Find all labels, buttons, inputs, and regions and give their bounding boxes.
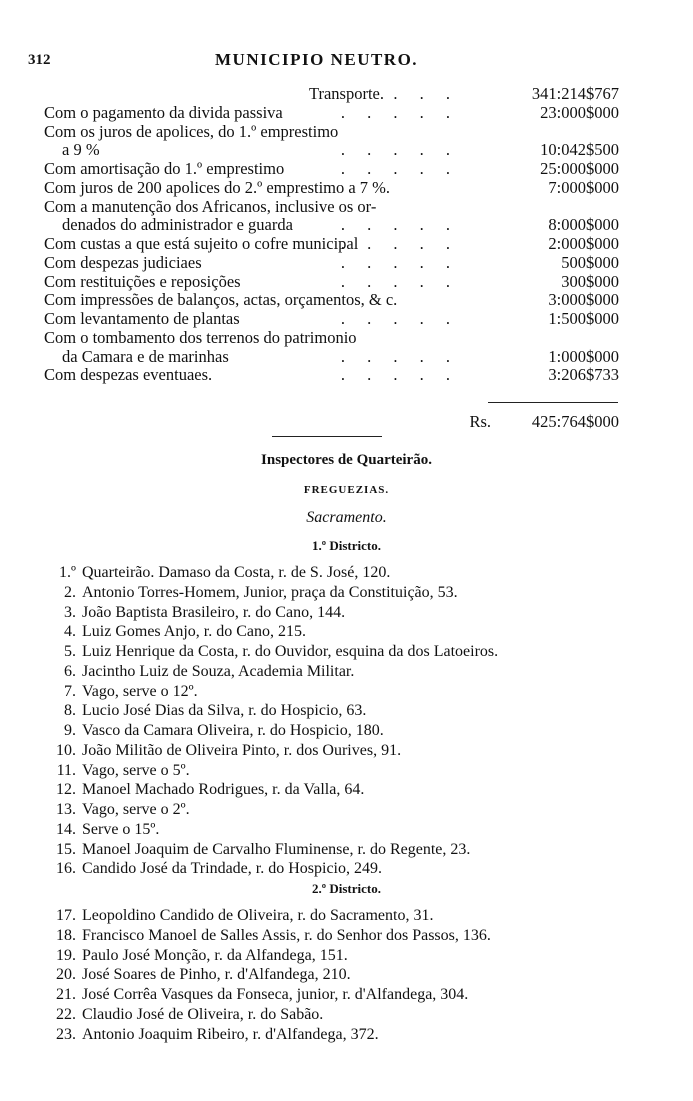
entry-number: 1.º — [59, 564, 76, 581]
entry-number: 12. — [56, 781, 76, 799]
expense-label: Com levantamento de plantas — [44, 309, 240, 328]
entry-number: 20. — [56, 966, 76, 984]
expense-amount: 341:214$767 — [531, 84, 619, 103]
expense-amount: 3:000$000 — [548, 290, 619, 310]
expense-row — [44, 309, 619, 328]
leader-dots: . . . — [393, 84, 459, 103]
expense-label: Com os juros de apolices, do 1.º emprestimo — [44, 121, 339, 141]
expense-row — [44, 122, 619, 141]
page-number: 312 — [28, 52, 51, 68]
expense-label: Transporte. — [308, 84, 384, 103]
inspector-entry — [40, 563, 390, 582]
inspector-entry — [40, 840, 470, 859]
leader-dots: . . . . . — [340, 346, 459, 366]
inspector-entry — [40, 965, 351, 984]
entry-text: Vago, serve o 5º. — [82, 761, 190, 779]
expense-row — [44, 197, 619, 216]
inspector-entry — [40, 820, 159, 839]
inspector-entry — [40, 1005, 323, 1024]
expense-label: Com despezas eventuaes. — [44, 365, 213, 385]
entry-number: 6. — [64, 662, 76, 680]
expense-label: Com o pagamento da divida passiva — [44, 102, 283, 122]
entry-text: Antonio Torres-Homem, Junior, praça da Constituição, 53. — [82, 583, 458, 601]
entry-number: 23. — [56, 1025, 76, 1043]
parish-name: Sacramento. — [306, 509, 387, 526]
entry-text: José Corrêa Vasques da Fonseca, junior, r. d'Alfandega, 304. — [82, 986, 469, 1003]
section-subtitle: FREGUEZIAS. — [303, 484, 390, 496]
entry-number: 15. — [56, 840, 76, 858]
expense-amount: 500$000 — [561, 252, 619, 272]
entry-text: José Soares de Pinho, r. d'Alfandega, 210. — [82, 966, 351, 984]
entry-text: Luiz Henrique da Costa, r. do Ouvidor, esquina da dos Latoeiros. — [82, 643, 499, 660]
inspector-entry — [40, 642, 498, 661]
expense-label: Com custas a que está sujeito o cofre municipal — [44, 234, 359, 253]
expense-amount: 23:000$000 — [540, 102, 619, 122]
inspector-entry — [40, 741, 401, 760]
entry-number: 8. — [64, 702, 76, 720]
total-prefix: Rs. — [469, 412, 491, 431]
entry-text: Claudio José de Oliveira, r. do Sabão. — [82, 1005, 324, 1023]
entry-number: 21. — [56, 986, 76, 1003]
total-row — [44, 412, 619, 431]
sum-rule — [488, 402, 618, 403]
expense-label: Com amortisação do 1.º emprestimo — [44, 159, 285, 178]
entry-text: Manoel Joaquim de Carvalho Fluminense, r. do Regente, 23. — [82, 840, 471, 858]
expense-amount: 8:000$000 — [548, 215, 619, 235]
entry-text: Jacintho Luiz de Souza, Academia Militar. — [82, 662, 355, 680]
inspector-entry — [40, 946, 348, 965]
entry-text: Antonio Joaquim Ribeiro, r. d'Alfandega, 372. — [82, 1025, 379, 1043]
inspector-entry — [40, 701, 366, 720]
inspector-entry — [40, 721, 384, 740]
entry-text: Luiz Gomes Anjo, r. do Cano, 215. — [82, 623, 306, 641]
expense-row — [44, 290, 619, 309]
district-1-heading: 1.º Districto. — [312, 538, 381, 553]
section-title: Inspectores de Quarteirão. — [261, 452, 432, 468]
entry-text: Candido José da Trindade, r. do Hospicio, 249. — [82, 860, 382, 878]
expense-row — [44, 215, 619, 234]
expense-amount: 3:206$733 — [548, 365, 619, 385]
inspector-entry — [40, 603, 345, 622]
entry-text: Quarteirão. Damaso da Costa, r. de S. José, 120. — [82, 564, 391, 581]
expense-label: Com o tombamento dos terrenos do patrimonio — [44, 327, 357, 347]
leader-dots: . . . . . — [340, 271, 459, 291]
expense-label: Com restituições e reposições — [44, 271, 241, 291]
inspector-entry — [40, 926, 491, 945]
entry-text: Paulo José Monção, r. da Alfandega, 151. — [82, 946, 348, 964]
inspector-entry — [40, 662, 354, 681]
leader-dots: . . . . . — [340, 102, 459, 122]
expense-amount: 300$000 — [561, 271, 619, 291]
entry-text: João Militão de Oliveira Pinto, r. dos Ourives, 91. — [82, 741, 402, 759]
entry-number: 11. — [56, 761, 76, 779]
expense-amount: 10:042$500 — [540, 140, 619, 160]
expense-row — [44, 253, 619, 272]
entry-number: 13. — [56, 801, 76, 818]
expense-label: Com a manutenção dos Africanos, inclusive os or- — [44, 196, 377, 216]
inspector-entry — [40, 906, 433, 925]
entry-text: Vago, serve o 2º. — [82, 801, 190, 818]
entry-number: 17. — [56, 907, 76, 924]
entry-number: 19. — [56, 946, 76, 964]
inspector-entry — [40, 761, 190, 780]
entry-number: 4. — [64, 623, 76, 641]
inspector-entry — [40, 622, 306, 641]
entry-text: Serve o 15º. — [82, 820, 160, 838]
expense-amount: 1:000$000 — [548, 346, 619, 366]
leader-dots: . . . . . — [340, 140, 459, 160]
inspector-entry — [40, 800, 190, 819]
leader-dots: . . . . . — [340, 252, 459, 272]
expense-row — [44, 347, 619, 366]
inspector-entry — [40, 682, 198, 701]
leader-dots: . . . . . — [340, 309, 459, 328]
inspector-entry — [40, 780, 364, 799]
expense-row — [44, 140, 619, 159]
section-divider — [272, 436, 382, 437]
inspector-entry — [40, 985, 468, 1004]
expense-row — [44, 103, 619, 122]
expense-row — [44, 178, 619, 197]
entry-text: Manoel Machado Rodrigues, r. da Valla, 64. — [82, 781, 365, 799]
inspector-entry — [40, 859, 382, 878]
entry-number: 10. — [56, 741, 76, 759]
leader-dots: . . . . . — [340, 234, 459, 253]
total-amount: 425:764$000 — [531, 412, 619, 431]
expense-label: da Camara e de marinhas — [62, 346, 229, 366]
entry-number: 2. — [64, 583, 76, 601]
entry-number: 5. — [64, 643, 76, 660]
expense-label: a 9 % — [62, 140, 100, 160]
entry-text: Leopoldino Candido de Oliveira, r. do Sacramento, 31. — [82, 907, 434, 924]
entry-text: Lucio José Dias da Silva, r. do Hospicio, 63. — [82, 702, 367, 720]
entry-number: 7. — [64, 682, 76, 700]
leader-dots: . . . . . — [340, 215, 459, 235]
entry-number: 16. — [56, 860, 76, 878]
inspector-entry — [40, 583, 458, 602]
expense-row — [44, 365, 619, 384]
expense-label: Com despezas judiciaes — [44, 252, 202, 272]
leader-dots: . . . . . — [340, 159, 459, 178]
expense-row — [44, 328, 619, 347]
expense-row — [44, 234, 619, 253]
leader-dots: . . . . . — [340, 365, 459, 385]
expense-row — [44, 272, 619, 291]
expense-amount: 2:000$000 — [548, 234, 619, 253]
expense-row — [44, 84, 619, 103]
entry-text: Francisco Manoel de Salles Assis, r. do Senhor dos Passos, 136. — [82, 926, 491, 944]
entry-number: 14. — [56, 820, 76, 838]
entry-text: Vago, serve o 12º. — [82, 682, 198, 700]
entry-text: João Baptista Brasileiro, r. do Cano, 144. — [82, 603, 346, 621]
expense-row — [44, 159, 619, 178]
expense-label: Com juros de 200 apolices do 2.º emprestimo a 7 %. — [44, 177, 391, 197]
expense-amount: 7:000$000 — [548, 177, 619, 197]
expense-label: denados do administrador e guarda — [62, 215, 293, 235]
entry-number: 18. — [56, 926, 76, 944]
entry-number: 9. — [64, 722, 76, 739]
expense-label: Com impressões de balanços, actas, orçamentos, & c. — [44, 290, 398, 310]
entry-text: Vasco da Camara Oliveira, r. do Hospicio, 180. — [82, 722, 384, 739]
running-title: MUNICIPIO NEUTRO. — [215, 50, 419, 69]
entry-number: 3. — [64, 603, 76, 621]
inspector-entry — [40, 1025, 379, 1044]
district-2-heading: 2.º Districto. — [312, 881, 381, 896]
expense-amount: 25:000$000 — [540, 159, 619, 178]
entry-number: 22. — [56, 1005, 76, 1023]
expense-amount: 1:500$000 — [548, 309, 619, 328]
